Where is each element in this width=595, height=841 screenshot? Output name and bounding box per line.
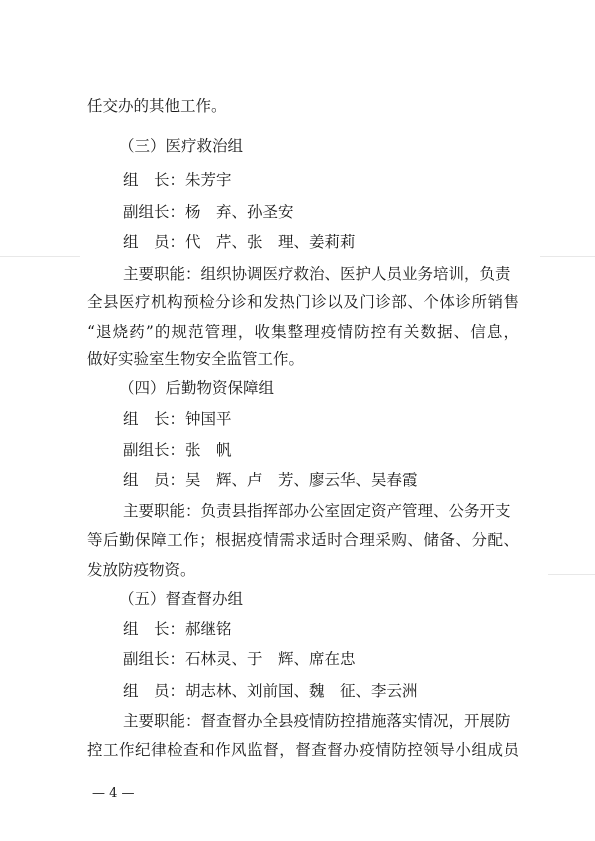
text-line: 组 员：代 芹、张 理、姜莉莉 [123, 233, 356, 251]
text-line: 主要职能：组织协调医疗救治、医护人员业务培训，负责 [123, 265, 511, 283]
text-line: 等后勤保障工作；根据疫情需求适时合理采购、储备、分配、 [87, 531, 519, 549]
text-line: 控工作纪律检查和作风监督，督查督办疫情防控领导小组成员 [87, 741, 519, 759]
text-line: 组 长：钟国平 [123, 410, 232, 428]
scan-artifact-line [0, 256, 80, 257]
section-heading: （三）医疗救治组 [119, 137, 244, 155]
text-line: 主要职能：督查督办全县疫情防控措施落实情况，开展防 [123, 712, 511, 730]
text-line: “退烧药”的规范管理，收集整理疫情防控有关数据、信息， [87, 323, 519, 341]
text-line: 副组长：杨 弃、孙圣安 [123, 203, 294, 221]
text-line: 发放防疫物资。 [87, 561, 196, 579]
text-line: 副组长：张 帆 [123, 441, 232, 459]
text-line: 组 员：吴 辉、卢 芳、廖云华、吴春霞 [123, 471, 418, 489]
text-line: 全县医疗机构预检分诊和发热门诊以及门诊部、个体诊所销售 [87, 293, 519, 311]
text-line: 主要职能：负责县指挥部办公室固定资产管理、公务开支 [123, 502, 511, 520]
scan-artifact-line [548, 574, 595, 575]
text-line: 做好实验室生物安全监管工作。 [87, 350, 305, 368]
text-line: 任交办的其他工作。 [87, 97, 227, 115]
text-line: 组 员：胡志林、刘前国、魏 征、李云洲 [123, 682, 418, 700]
text-line: 副组长：石林灵、于 辉、席在忠 [123, 650, 356, 668]
scan-artifact-line [540, 256, 595, 257]
section-heading: （四）后勤物资保障组 [119, 379, 275, 397]
section-heading: （五）督查督办组 [119, 590, 244, 608]
text-line: 组 长：朱芳宇 [123, 171, 232, 189]
text-line: 组 长：郝继铭 [123, 620, 232, 638]
page-number: — 4 — [92, 786, 135, 801]
